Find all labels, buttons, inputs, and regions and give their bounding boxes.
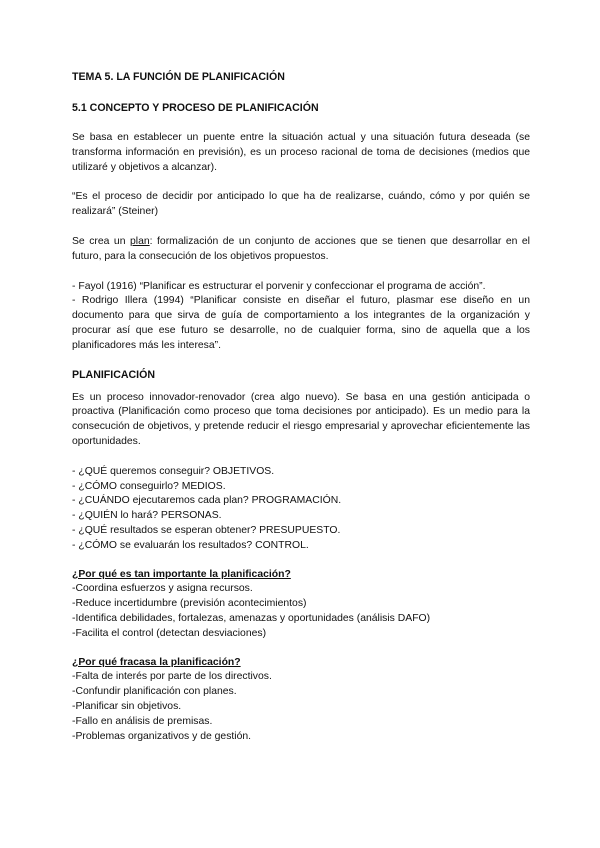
document-content bbox=[72, 70, 530, 758]
failure-item: -Fallo en análisis de premisas. bbox=[72, 715, 213, 727]
questions-list bbox=[72, 465, 530, 554]
importance-section bbox=[72, 568, 530, 642]
importance-item: -Facilita el control (detectan desviaciones) bbox=[72, 627, 267, 639]
failure-section bbox=[72, 656, 530, 745]
failure-item: -Confundir planificación con planes. bbox=[72, 686, 237, 698]
importance-heading: ¿Por qué es tan importante la planificación? bbox=[72, 568, 291, 580]
planning-paragraph: Es un proceso innovador-renovador (crea algo nuevo). Se basa en una gestión anticipada o proactiva (Planificación como proceso que toma decisiones por anticipado). Es un medio para la consecución de objetivos, y pretende reducir el riesgo empresarial y aprovechar eficientemente las oportunidades. bbox=[72, 391, 530, 447]
question-item: - ¿CUÁNDO ejecutaremos cada plan? PROGRAMACIÓN. bbox=[72, 495, 342, 507]
question-item: - ¿CÓMO se evaluarán los resultados? CONTROL. bbox=[72, 539, 309, 551]
question-item: - ¿CÓMO conseguirlo? MEDIOS. bbox=[72, 480, 226, 492]
question-item: - ¿QUÉ resultados se esperan obtener? PRESUPUESTO. bbox=[72, 524, 341, 536]
failure-heading: ¿Por qué fracasa la planificación? bbox=[72, 656, 241, 668]
failure-item: -Problemas organizativos y de gestión. bbox=[72, 730, 252, 742]
plan-definition-prefix: Se crea un bbox=[72, 235, 130, 247]
intro-paragraph: Se basa en establecer un puente entre la situación actual y una situación futura deseada (se transforma información en previsión), es un proceso racional de toma de decisiones (medios que utilizaré y objetivos a alcanzar). bbox=[72, 132, 530, 173]
question-item: - ¿QUIÉN lo hará? PERSONAS. bbox=[72, 510, 222, 522]
planning-heading: PLANIFICACIÓN bbox=[72, 368, 155, 381]
plan-definition bbox=[72, 235, 530, 265]
author-fayol: - Fayol (1916) “Planificar es estructurar el porvenir y confeccionar el programa de acción”. bbox=[72, 280, 486, 292]
importance-item: -Reduce incertidumbre (previsión acontecimientos) bbox=[72, 598, 307, 610]
author-illera: - Rodrigo Illera (1994) “Planificar consiste en diseñar el futuro, plasmar ese diseño en un documento para que sirva de guía de comportamiento a los integrantes de la organización y procurar así que ese futuro se desarrolle, no de cualquier forma, sino de aquella que a los planificadores más les interesa”. bbox=[72, 295, 530, 351]
question-item: - ¿QUÉ queremos conseguir? OBJETIVOS. bbox=[72, 465, 275, 477]
failure-item: -Falta de interés por parte de los directivos. bbox=[72, 671, 272, 683]
importance-item: -Coordina esfuerzos y asigna recursos. bbox=[72, 583, 253, 595]
plan-definition-text: : formalización de un conjunto de acciones que se tienen que desarrollar en el futuro, para la consecución de los objetivos propuestos. bbox=[72, 235, 530, 262]
failure-item: -Planificar sin objetivos. bbox=[72, 700, 182, 712]
plan-term: plan bbox=[130, 235, 150, 247]
authors-list bbox=[72, 280, 530, 354]
document-title: TEMA 5. LA FUNCIÓN DE PLANIFICACIÓN bbox=[72, 71, 285, 83]
steiner-quote: “Es el proceso de decidir por anticipado lo que ha de realizarse, cuándo, cómo y por quién se realizará” (Steiner) bbox=[72, 191, 530, 218]
section-title: 5.1 CONCEPTO Y PROCESO DE PLANIFICACIÓN bbox=[72, 102, 319, 114]
importance-item: -Identifica debilidades, fortalezas, amenazas y oportunidades (análisis DAFO) bbox=[72, 612, 431, 624]
